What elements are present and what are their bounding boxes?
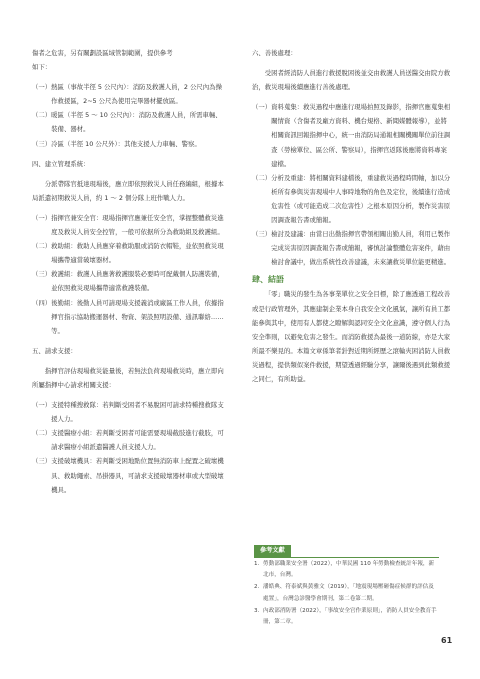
reference-number: 1.	[254, 561, 260, 567]
aftercare-item	[252, 100, 452, 170]
item-text: 指揮官兼安全官：現場指揮官應兼任安全官，掌握整體救災進度及救災人員安全控管，一般可依据所分為救助組及救護組。	[51, 213, 224, 237]
page-number: 61	[441, 636, 453, 645]
item-text: 支援醫療小組：若判斷受困者可能需要現場截肢進行截肢，可請求醫療小組派遣醫護人員支援人力。	[51, 429, 224, 452]
support-item	[32, 398, 228, 426]
group-item	[32, 296, 228, 338]
item-text: 支援破壞機具：若判斷受困地點位置無消防車上配置之破壞機具、救助繩索、吊掛器具，可請求支援破壞器材車或大型破壞機具。	[51, 457, 224, 494]
paragraph: 分派帶隊官抵達現場後，應立即依照救災人員任務編組，根據本局派遣初期救災人員，約 1 ～ 2 個分隊上班作戰人力。	[32, 179, 224, 202]
item-text: 分析及重建：將相關資料建檔後，重建救災過程時間軸，加以分析所有參與災害現場中人事時地物的角色及定位，後續進行造成危害性（或可能造成二次危害性）之根本原因分析，製作災害原因調查報告書或簡報。	[271, 173, 451, 225]
reference-number: 2.	[254, 584, 260, 591]
item-number: （二）	[32, 111, 52, 120]
item-text: 支援特種搜救隊：若判斷受困者不易脫困可請求特種搜救隊支援人力。	[51, 401, 224, 424]
item-text: 後勤組：後勤人員可請現場支援義消或廠區工作人員，依據指揮官指示協助搬運器材、物資、架設照明設備、通訊聯絡……等。	[51, 298, 224, 335]
item-text: 冷區（半徑 10 公尺外）：其他支援人力車輛、警察。	[51, 139, 201, 148]
reference-text: 潘皓典、符泰斌與黃雅文（2019），「地震現場壓砸傷症候群的評估及處置」，台灣急診醫學會期刊，第二卷第二期。	[263, 584, 434, 602]
reference-text: 內政部消防署（2022），「事故安全官作業原則」，消防人員安全教育手冊，第二章。	[263, 607, 437, 626]
item-text: 救助組：救助人員應穿着救助服或消防衣帽鞋，並依照救災現場攜帶適當破壞器材。	[51, 242, 224, 265]
right-column	[252, 46, 452, 386]
paragraph: 指揮官評估現場救災能量後，若無法負荷現場救災時，應立即向所屬指揮中心請求相關支援：	[32, 366, 224, 389]
item-number: （四）	[32, 298, 52, 307]
item-number: （二）	[32, 429, 52, 438]
references-divider	[254, 557, 439, 558]
item-number: （一）	[32, 83, 52, 92]
item-text: 熱區（事故半徑 5 公尺內）：消防及救護人員，2 公尺內為操作救援區，2~5 公尺為使用完畢器材擺放區。	[51, 83, 222, 106]
support-item	[32, 426, 228, 454]
support-item	[32, 454, 228, 496]
references-box	[254, 537, 439, 628]
group-item	[32, 267, 228, 295]
item-number: （一）	[32, 401, 52, 410]
reference-item	[254, 606, 439, 628]
section-heading: 五、請求支援：	[32, 346, 77, 355]
intro-line: 傷者之危害，另有關劃設區域管制範圍，提供參考	[32, 49, 173, 57]
zone-item	[32, 108, 228, 136]
zone-item	[32, 80, 228, 108]
conclusion-heading: 肆、結語	[252, 274, 284, 285]
item-number: （三）	[32, 457, 52, 466]
item-number: （三）	[252, 230, 272, 239]
section-heading: 四、建立管理系統：	[32, 159, 90, 168]
intro-line: 如下：	[32, 63, 52, 72]
item-number: （三）	[32, 139, 52, 148]
item-number: （三）	[32, 270, 52, 279]
reference-item	[254, 559, 439, 581]
item-number: （一）	[32, 213, 52, 222]
aftercare-item	[252, 227, 452, 269]
reference-text: 勞動部職業安全署（2022），中華民國 110 年勞動檢查統計年報，新北市，台灣。	[263, 561, 435, 579]
group-item	[32, 211, 228, 239]
item-number: （二）	[32, 242, 52, 251]
item-text: 暖區（半徑 5 ～ 10 公尺內）：消防及救護人員，所需車輛、裝備、器材。	[51, 111, 222, 134]
section-heading: 六、善後處理：	[252, 49, 297, 57]
reference-number: 3.	[254, 607, 260, 614]
paragraph: 受困者經消防人員進行救援脫困後並交由救護人員送醫交由院方救治，救災現場後續應進行善後處理。	[252, 69, 451, 92]
references-title: 參考文獻	[254, 545, 291, 557]
aftercare-item	[252, 171, 452, 227]
item-text: 檢討及建議：由當日出勤指揮官帶領相關出勤人員，利用已製作完成災害原因調查報告書或簡報，審慎討論整體危害案件，藉由檢討會議中，做出系統性改善建議，未來讓救災單位能更精進。	[271, 230, 451, 267]
paragraph: 「零」職災的發生為各事業單位之安全目標，除了應透過工程改善或是行政管理外，其應建制企業本身自我安全文化風氣，讓所有員工都能參與其中，使用有人都使之瞭解與認同安全文化意識，遵守個人行為安全準則，以避免危害之發生。而消防救援為最後一道防線，亦是大家所最不樂見的。本篇文章係筆者針對近期所經歷之滾輪夾困消防人員救災過程，提供類似案件救援，期望透過經驗分享，讓爾後遇到此類救援之同仁，有所助益。	[252, 290, 451, 383]
item-number: （一）	[252, 103, 272, 112]
group-item	[32, 239, 228, 267]
item-text: 救護組：救護人員應著救護服裝必要時可配戴個人防護裝備，並依照救災現場攜帶適當救護裝備。	[51, 270, 224, 293]
item-text: 資料蒐集：救災過程中應進行現場拍照及錄影，指揮官應蒐集相關情資（含傷者及廠方資料、機台規格、新聞媒體報導），並將相關資訊回報指揮中心，統一由消防局通報相關機關單位前往調查（勞檢單位、區公所、警察局），指揮官返隊後應將資料專案建檔。	[271, 103, 451, 168]
item-number: （二）	[252, 173, 272, 182]
left-column	[32, 46, 228, 497]
reference-item	[254, 582, 439, 604]
zone-item	[32, 137, 228, 151]
